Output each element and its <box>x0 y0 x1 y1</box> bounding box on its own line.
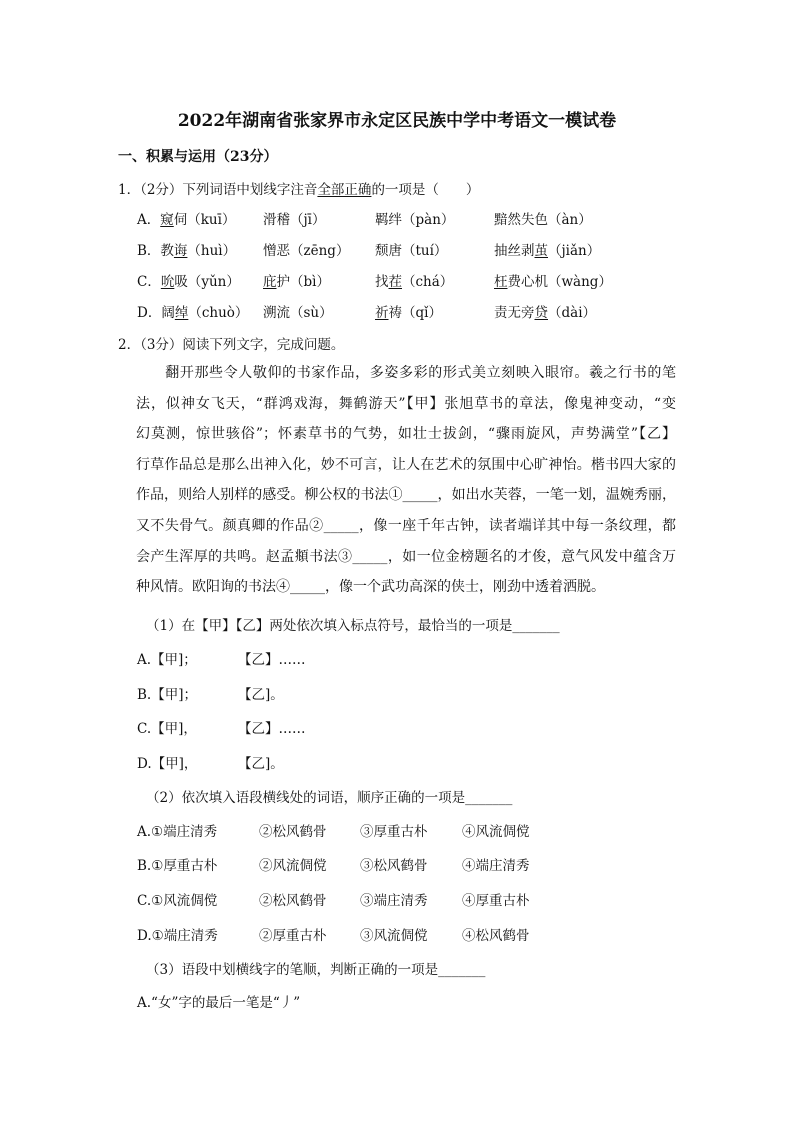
q1-option-b-word-4 <box>494 239 600 259</box>
word-prefix: B．教 <box>137 243 174 259</box>
underlined-char: 庇 <box>263 274 277 290</box>
q1-option-d-word-4 <box>494 301 596 321</box>
sub2-option-c-item-2: ②松风鹤骨 <box>259 893 327 909</box>
passage-line: 又不失骨气。颜真卿的作品②_____，像一座千年古钟，读者端详其中每一条纹理，都 <box>136 517 676 534</box>
word-prefix: 找 <box>375 274 389 290</box>
word-suffix: 费心机（wàng） <box>507 274 612 290</box>
sub2-option-c-item-3: ③端庄清秀 <box>360 893 428 909</box>
word-suffix: 憎恶（zēng） <box>263 243 350 259</box>
word-prefix: C． <box>137 274 161 290</box>
sub2-option-c-item-1: C.①风流倜傥 <box>137 893 218 909</box>
word-suffix: 祷（qǐ） <box>388 305 442 321</box>
word-suffix: 颓唐（tuí） <box>375 243 448 259</box>
sub2-option-b-item-3: ③松风鹤骨 <box>360 858 428 874</box>
word-suffix: （chuò） <box>188 305 249 321</box>
passage-line: 会产生浑厚的共鸣。赵孟頫书法③_____，如一位金榜题名的才俊，意气风发中蕴含万 <box>136 548 676 565</box>
q1-stem-part: 的一项是（ ） <box>371 182 480 198</box>
question-1-stem <box>118 178 479 198</box>
word-suffix: 黯然失色（àn） <box>494 212 592 228</box>
sub1-option-c: C.【甲]， <box>137 721 197 737</box>
q1-stem-underlined: 全部正确 <box>317 182 372 198</box>
underlined-char: 茧 <box>534 243 548 259</box>
sub1-option-b-second: 【乙]。 <box>238 687 284 703</box>
reading-passage <box>136 358 676 603</box>
sub2-option-b-item-4: ④端庄清秀 <box>462 858 530 874</box>
sub2-option-d-item-1: D.①端庄清秀 <box>137 928 218 944</box>
underlined-char: 茬 <box>388 274 402 290</box>
passage-line: 种风情。欧阳询的书法④_____，像一个武功高深的侠士，刚劲中透着洒脱。 <box>136 579 605 596</box>
q1-option-c-word-2 <box>263 270 330 290</box>
sub2-option-a-item-1: A.①端庄清秀 <box>137 824 218 840</box>
q1-option-d-word-2 <box>263 301 333 321</box>
q1-stem-part: 1．（2分）下列词语中划线字注音 <box>118 182 318 198</box>
word-suffix: 羁绊（pàn） <box>375 212 455 228</box>
sub3-option-a: A.“女”字的最后一笔是“丿” <box>137 995 301 1011</box>
passage-line: 作品，则给人别样的感受。柳公权的书法①_____，如出水芙蓉，一笔一划，温婉秀丽， <box>136 487 676 504</box>
passage-line: 翻开那些令人敬仰的书家作品，多姿多彩的形式美立刻映入眼帘。羲之行书的笔 <box>136 365 676 381</box>
sub2-option-a-item-3: ③厚重古朴 <box>360 824 428 840</box>
subquestion-3-stem: （3）语段中划横线字的笔顺，判断正确的一项是_______ <box>146 962 486 978</box>
word-suffix: （dài） <box>548 305 597 321</box>
exam-title: 2022年湖南省张家界市永定区民族中学中考语文一模试卷 <box>177 111 617 131</box>
underlined-char: 吮 <box>160 274 175 290</box>
passage-line: 幻莫测，惊世骇俗”；怀素草书的气势，如壮士拔剑，“骤雨旋风，声势满堂”【乙】 <box>136 426 676 443</box>
word-suffix: 吸（yǔn） <box>174 274 240 290</box>
subquestion-1-stem: （1）在【甲】【乙】两处依次填入标点符号，最恰当的一项是_______ <box>146 618 560 634</box>
word-prefix: 抽丝剥 <box>494 243 535 259</box>
sub2-option-d-item-2: ②厚重古朴 <box>259 928 327 944</box>
word-suffix: 伺（kuī） <box>173 212 236 228</box>
underlined-char: 祈 <box>375 305 389 321</box>
sub1-option-d: D.【甲]， <box>137 756 198 772</box>
underlined-char: 绰 <box>174 305 189 321</box>
sub2-option-d-item-4: ④松风鹤骨 <box>462 928 530 944</box>
question-2-stem: 2．（3分）阅读下列文字，完成问题。 <box>118 337 345 353</box>
q1-option-b-word-2 <box>263 239 349 259</box>
word-suffix: 溯流（sù） <box>263 305 333 321</box>
word-suffix: （chá） <box>402 274 454 290</box>
underlined-char: 贷 <box>534 305 548 321</box>
sub1-option-b: B.【甲]； <box>137 687 197 703</box>
q1-option-d-word-1 <box>137 301 248 321</box>
subquestion-2-stem: （2）依次填入语段横线处的词语，顺序正确的一项是_______ <box>146 790 513 806</box>
sub1-option-c-second: 【乙】…… <box>238 721 306 737</box>
sub2-option-d-item-3: ③风流倜傥 <box>360 928 428 944</box>
q1-option-a-word-3 <box>375 208 454 228</box>
q1-option-c-word-3 <box>375 270 453 290</box>
sub2-option-c-item-4: ④厚重古朴 <box>462 893 530 909</box>
q1-option-b-word-3 <box>375 239 447 259</box>
q1-option-b-word-1 <box>137 239 236 259</box>
word-suffix: 护（bì） <box>276 274 330 290</box>
word-suffix: （jiǎn） <box>548 243 601 259</box>
word-suffix: 滑稽（jī） <box>263 212 326 228</box>
underlined-char: 枉 <box>494 274 508 290</box>
sub2-option-a-item-2: ②松风鹤骨 <box>259 824 327 840</box>
word-prefix: A． <box>137 212 161 228</box>
sub2-option-b-item-1: B.①厚重古朴 <box>137 858 218 874</box>
q1-option-d-word-3 <box>375 301 442 321</box>
q1-option-a-word-1 <box>137 208 235 228</box>
sub2-option-a-item-4: ④风流倜傥 <box>462 824 530 840</box>
section-heading: 一、积累与运用（23分） <box>118 149 278 165</box>
q1-option-a-word-4 <box>494 208 592 228</box>
word-prefix: 责无旁 <box>494 305 535 321</box>
word-prefix: D．阔 <box>137 305 175 321</box>
underlined-char: 窥 <box>160 212 174 228</box>
q1-option-a-word-2 <box>263 208 326 228</box>
sub1-option-d-second: 【乙]。 <box>238 756 284 772</box>
q1-option-c-word-1 <box>137 270 240 290</box>
sub1-option-a-second: 【乙】…… <box>238 652 306 668</box>
passage-line: 法，似神女飞天，“群鸿戏海，舞鹤游天”【甲】张旭草书的章法，像鬼神变动，“变 <box>136 395 676 412</box>
q1-option-c-word-4 <box>494 270 612 290</box>
underlined-char: 诲 <box>173 243 188 259</box>
passage-line: 行草作品总是那么出神入化，妙不可言，让人在艺术的氛围中心旷神怡。楷书四大家的 <box>136 456 676 473</box>
sub2-option-b-item-2: ②风流倜傥 <box>259 858 327 874</box>
word-suffix: （huì） <box>187 243 237 259</box>
sub1-option-a: A.【甲]； <box>137 652 197 668</box>
